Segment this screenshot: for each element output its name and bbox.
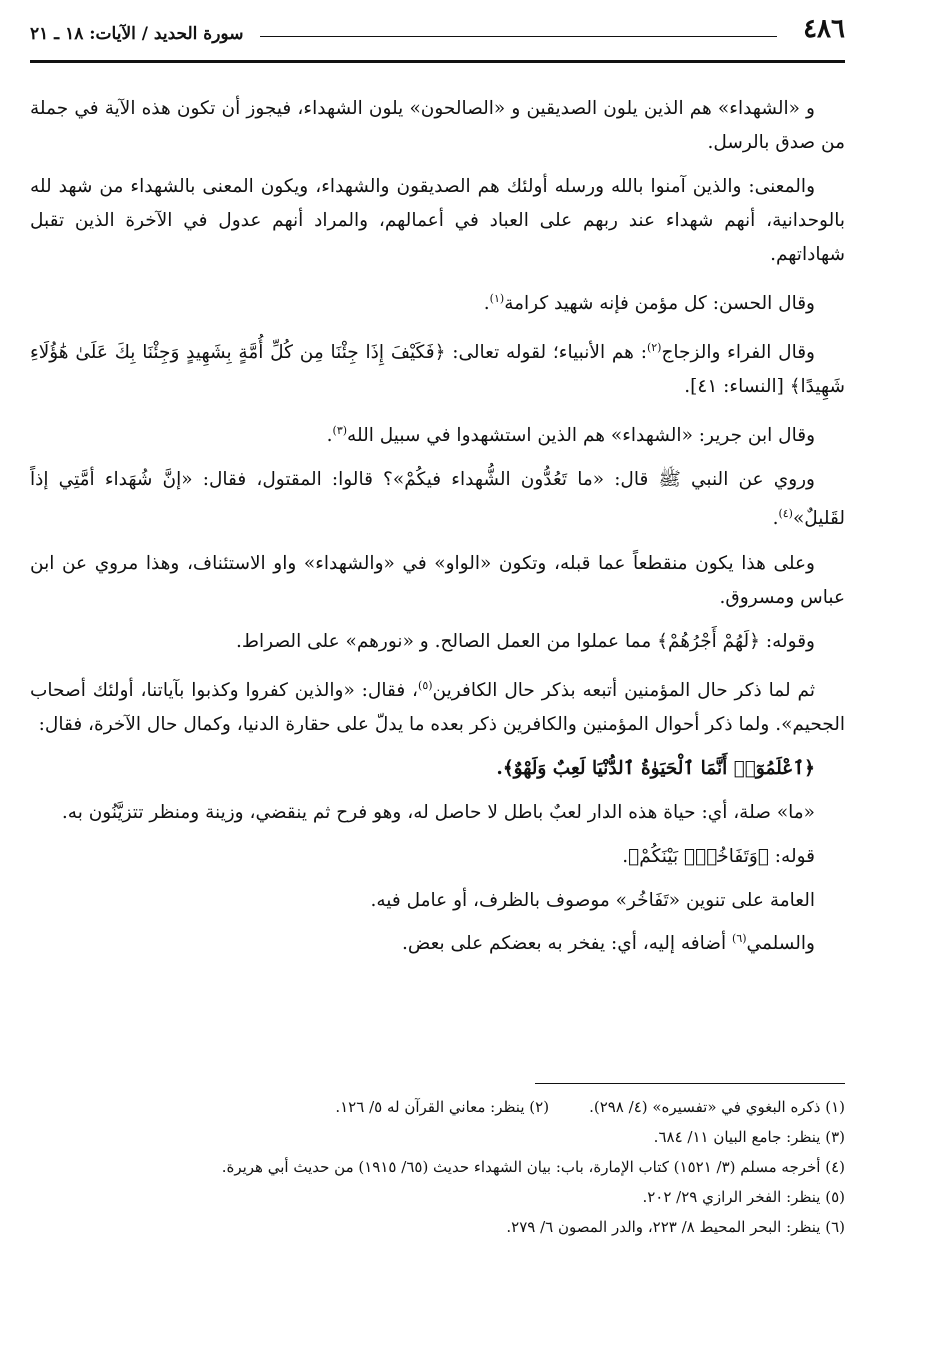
footnote: (٣) ينظر: جامع البيان ١١/ ٦٨٤.: [653, 1128, 845, 1146]
paragraph: وروي عن النبي ﷺ قال: «ما تَعُدُّون الشُّهداء فيكُمْ»؟ قالوا: المقتول، فقال: «إنَّ شُهَداء أمَّتِي إذاً لقَليلٌ»$^{(٤)}$.: [30, 469, 845, 530]
footnote-ref: (٤): [778, 507, 793, 521]
footnote-row: [30, 1094, 845, 1120]
paragraph: «ما» صلة، أي: حياة هذه الدار لعبٌ باطل لا حاصل له، وهو فرح ثم ينقضي، وزينة ومنظر تتزيَّنُون به.: [61, 801, 815, 823]
running-title: سورة الحديد / الآيات: ١٨ ـ ٢١: [30, 24, 244, 44]
page-header: [30, 14, 845, 54]
header-rule: [30, 60, 845, 63]
paragraph: ثم لما ذكر حال المؤمنين أتبعه بذكر حال الكافرين$^{(٥)}$، فقال: «والذين كفروا وكذبوا بآياتنا، أولئك أصحاب الجحيم». ولما ذكر أحوال المؤمنين والكافرين ذكر بعده ما يدلّ على حقارة الدنيا، وكمال حال الآخرة، فقال:: [30, 678, 845, 735]
footnote: (١) ذكره البغوي في «تفسيره» (٤/ ٢٩٨).: [589, 1098, 845, 1116]
paragraph: وقال الحسن: كل مؤمن فإنه شهيد كرامة$^{(١)}$.: [483, 292, 815, 315]
paragraph: و «الشهداء» هم الذين يلون الصديقين و «الصالحون» يلون الشهداء، فيجوز أن تكون هذه الآية في جملة من صدق بالرسل.: [30, 98, 845, 153]
footnote-separator: [535, 1083, 845, 1084]
footnote-ref: (١): [489, 292, 505, 305]
book-page: [30, 0, 845, 1368]
paragraph: وقال ابن جرير: «الشهداء» هم الذين استشهدوا في سبيل الله$^{(٣)}$.: [326, 424, 815, 447]
footnote: (٥) ينظر: الفخر الرازي ٢٩/ ٢٠٢.: [642, 1188, 845, 1206]
page-number: ٤٨٦: [803, 14, 845, 44]
footnote-ref: (٣): [332, 424, 348, 438]
main-text: [30, 92, 845, 965]
footnote: (٢) ينظر: معاني القرآن له ٥/ ١٢٦.: [335, 1098, 550, 1116]
paragraph: قوله: ﴿وَتَفَاخُرٌۢ بَيْنَكُمْ﴾.: [622, 845, 815, 867]
paragraph: وقال الفراء والزجاج$^{(٢)}$: هم الأنبياء؛ لقوله تعالى: ﴿فَكَيْفَ إِذَا جِئْنَا مِن كُلِّ أُمَّةٍ بِشَهِيدٍ وَجِئْنَا بِكَ عَلَىٰ هَٰؤُلَاءِ شَهِيدًا﴾ [النساء: ٤١].: [30, 341, 845, 398]
paragraph: العامة على تنوين «تَفَاخُر» موصوف بالظرف، أو عامل فيه.: [370, 889, 815, 911]
footnote: (٦) ينظر: البحر المحيط ٨/ ٢٢٣، والدر المصون ٦/ ٢٧٩.: [506, 1218, 845, 1236]
footnotes: [30, 1094, 845, 1244]
footnote-ref: (٥): [418, 678, 433, 692]
paragraph: والمعنى: والذين آمنوا بالله ورسله أولئك هم الصديقون والشهداء، ويكون المعنى بالشهداء من شهد لله بالوحدانية، أنهم شهداء عند ربهم على العباد في أعمالهم، والمراد أنهم عدول في الآخرة الذين تقبل شهاداتهم.: [30, 176, 845, 265]
footnote: (٤) أخرجه مسلم (٣/ ١٥٢١) كتاب الإمارة، باب: بيان الشهداء حديث (٦٥/ ١٩١٥) من حديث أبي هريرة.: [221, 1158, 845, 1176]
paragraph: وعلى هذا يكون منقطعاً عما قبله، وتكون «الواو» في «والشهداء» واو الاستئناف، وهذا مروي عن ابن عباس ومسروق.: [30, 552, 845, 608]
paragraph: وقوله: ﴿لَهُمْ أَجْرُهُمْ﴾ مما عملوا من العمل الصالح. و «نورهم» على الصراط.: [236, 630, 815, 652]
paragraph: والسلمي$^{(٦)}$ أضافه إليه، أي: يفخر به بعضكم على بعض.: [402, 931, 815, 954]
header-line: [260, 36, 777, 37]
footnote-ref: (٦): [732, 931, 747, 945]
quran-verse: ﴿ٱعْلَمُوٓا۟ أَنَّمَا ٱلْحَيَوٰةُ ٱلدُّنْيَا لَعِبٌ وَلَهْوٌ﴾.: [496, 757, 815, 779]
footnote-ref: (٢): [646, 341, 662, 355]
